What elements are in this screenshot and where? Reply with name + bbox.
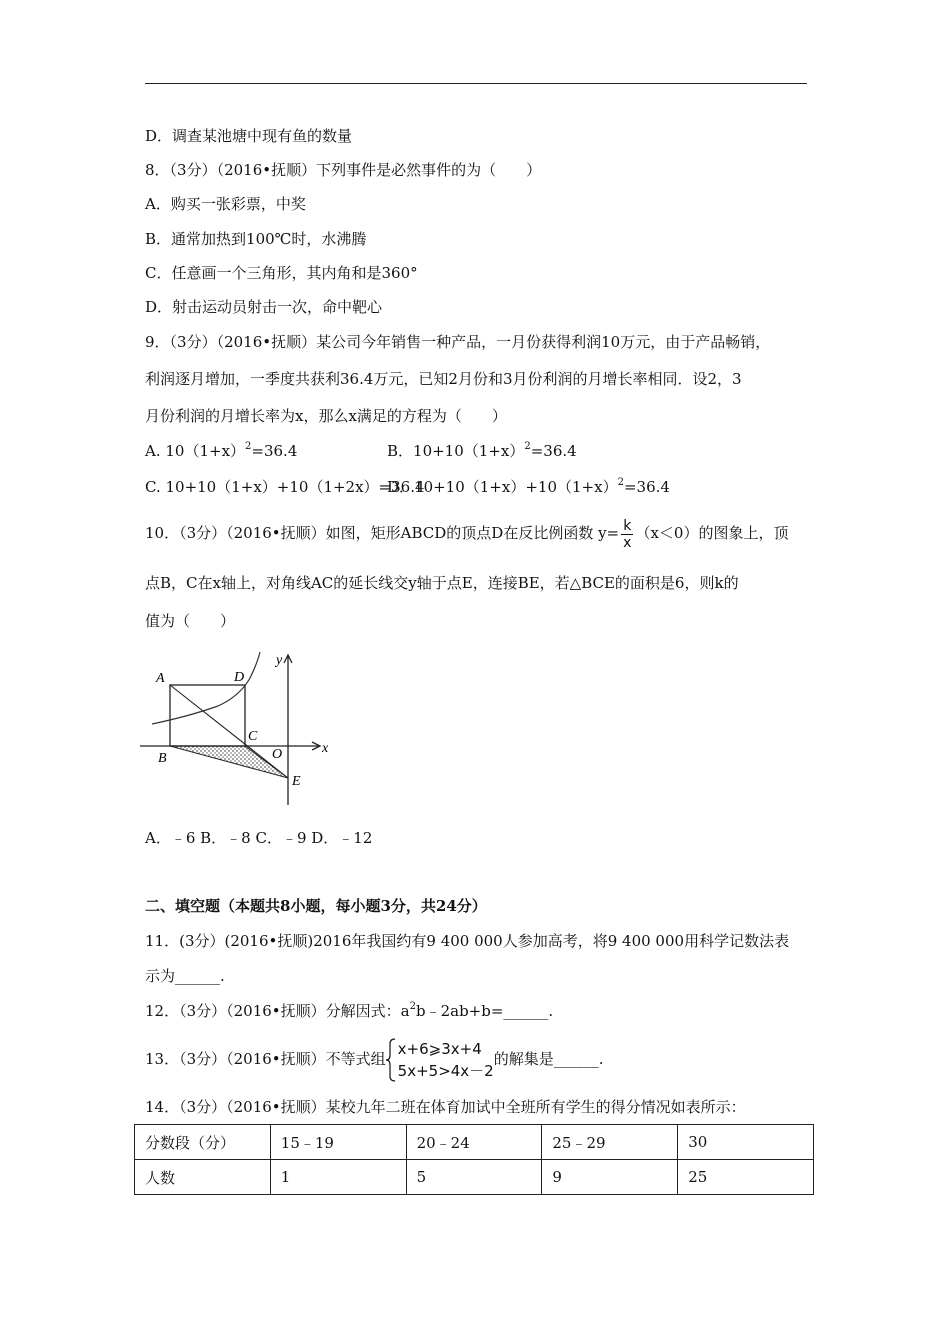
- q10-stem-text: 10．（3分）（2016•抚顺）如图，矩形ABCD的顶点D在反比例函数 y=: [145, 524, 620, 542]
- q8-option-c: C．任意画一个三角形，其内角和是360°: [145, 264, 418, 282]
- q11-stem-line1: 11．(3分）(2016•抚顺)2016年我国约有9 400 000人参加高考，将9 400 000用科学记数法表: [145, 932, 790, 950]
- section-2-title: 二、填空题（本题共8小题，每小题3分，共24分）: [145, 897, 487, 915]
- table-row: [135, 1160, 814, 1195]
- label-c: C: [248, 729, 258, 744]
- q9-option-a-rhs: =36.4: [251, 442, 298, 460]
- table-cell: 15﹣19: [270, 1125, 406, 1160]
- table-cell: 25﹣29: [542, 1125, 678, 1160]
- header-rule: [145, 83, 807, 84]
- q9-option-a: [145, 440, 297, 462]
- q9-option-b-text: B．10+10（1+x）: [387, 442, 525, 460]
- label-o: O: [272, 747, 283, 762]
- q10-stem-text-end: （x＜0）的图象上，顶: [635, 524, 789, 542]
- left-brace: [386, 1038, 396, 1082]
- q13-stem-text: 13．（3分）（2016•抚顺）不等式组: [145, 1050, 386, 1068]
- q9-option-b: [387, 440, 577, 462]
- q9-option-d-text: D．10+10（1+x）+10（1+x）: [387, 478, 618, 496]
- k-over-x-fraction: [621, 518, 633, 551]
- q14-score-table: [134, 1124, 814, 1195]
- q10-diagram: [140, 650, 340, 810]
- q9-option-d-exponent: 2: [617, 477, 624, 488]
- q9-option-b-rhs: =36.4: [530, 442, 577, 460]
- diagonal-ac-extended: [170, 685, 288, 778]
- q9-option-b-exponent: 2: [524, 441, 531, 452]
- inequality-1: x+6⩾3x+4: [397, 1040, 482, 1058]
- label-a: A: [156, 671, 165, 686]
- q10-figure: [140, 650, 340, 814]
- q9-option-c: C. 10+10（1+x）+10（1+2x）=36.4: [145, 478, 425, 496]
- q9-option-a-exponent: 2: [245, 441, 252, 452]
- q12-stem-text: 12．（3分）（2016•抚顺）分解因式：a: [145, 1002, 410, 1020]
- label-d: D: [234, 670, 245, 685]
- q10-stem-line1: [145, 515, 788, 551]
- q8-option-d: D．射击运动员射击一次，命中靶心: [145, 298, 383, 316]
- q9-stem-line3: 月份利润的月增长率为x，那么x满足的方程为（ ）: [145, 407, 507, 425]
- table-cell: 5: [406, 1160, 542, 1195]
- label-x: x: [322, 741, 329, 756]
- table-cell: 人数: [135, 1160, 271, 1195]
- q11-stem-line2: 示为______.: [145, 967, 225, 985]
- table-cell: 9: [542, 1160, 678, 1195]
- q8-stem: 8．（3分）（2016•抚顺）下列事件是必然事件的为（ ）: [145, 161, 542, 179]
- label-b: B: [158, 751, 167, 766]
- inequality-2: 5x+5>4x－2: [397, 1062, 494, 1080]
- q9-stem-line2: 利润逐月增加，一季度共获利36.4万元，已知2月份和3月份利润的月增长率相同．设2，3: [145, 370, 742, 388]
- q12-stem-text-end: b﹣2ab+b=______.: [415, 1002, 554, 1020]
- table-cell: 25: [678, 1160, 814, 1195]
- q9-option-d-rhs: =36.4: [623, 478, 670, 496]
- table-cell: 分数段（分）: [135, 1125, 271, 1160]
- q12-stem: [145, 1000, 553, 1022]
- table-header-row: [135, 1125, 814, 1160]
- q9-option-d: [387, 476, 670, 498]
- q13-stem-text-end: 的解集是______.: [493, 1050, 604, 1068]
- q9-stem-line1: 9．（3分）（2016•抚顺）某公司今年销售一种产品，一月份获得利润10万元，由于产品畅销，: [145, 333, 771, 351]
- inequality-system: [386, 1038, 494, 1082]
- fraction-numerator: k: [621, 518, 633, 535]
- q14-stem: 14．（3分）（2016•抚顺）某校九年二班在体育加试中全班所有学生的得分情况如表所示：: [145, 1098, 746, 1116]
- q10-stem-line3: 值为（ ）: [145, 612, 236, 630]
- table-cell: 1: [270, 1160, 406, 1195]
- q10-stem-line2: 点B，C在x轴上，对角线AC的延长线交y轴于点E，连接BE，若△BCE的面积是6，则k的: [145, 574, 739, 592]
- table-cell: 20﹣24: [406, 1125, 542, 1160]
- q10-options: A．﹣6 B．﹣8 C．﹣9 D．﹣12: [145, 829, 373, 847]
- q8-option-a: A．购买一张彩票，中奖: [145, 195, 306, 213]
- q8-option-b: B．通常加热到100℃时，水沸腾: [145, 230, 367, 248]
- q12-exponent: 2: [409, 1001, 416, 1012]
- fraction-denominator: x: [623, 534, 632, 551]
- q13-stem: [145, 1035, 604, 1083]
- triangle-bce: [170, 746, 288, 778]
- table-cell: 30: [678, 1125, 814, 1160]
- label-y: y: [276, 653, 283, 668]
- q7-option-d: D．调查某池塘中现有鱼的数量: [145, 127, 353, 145]
- q9-option-a-text: A. 10（1+x）: [145, 442, 246, 460]
- label-e: E: [292, 774, 301, 789]
